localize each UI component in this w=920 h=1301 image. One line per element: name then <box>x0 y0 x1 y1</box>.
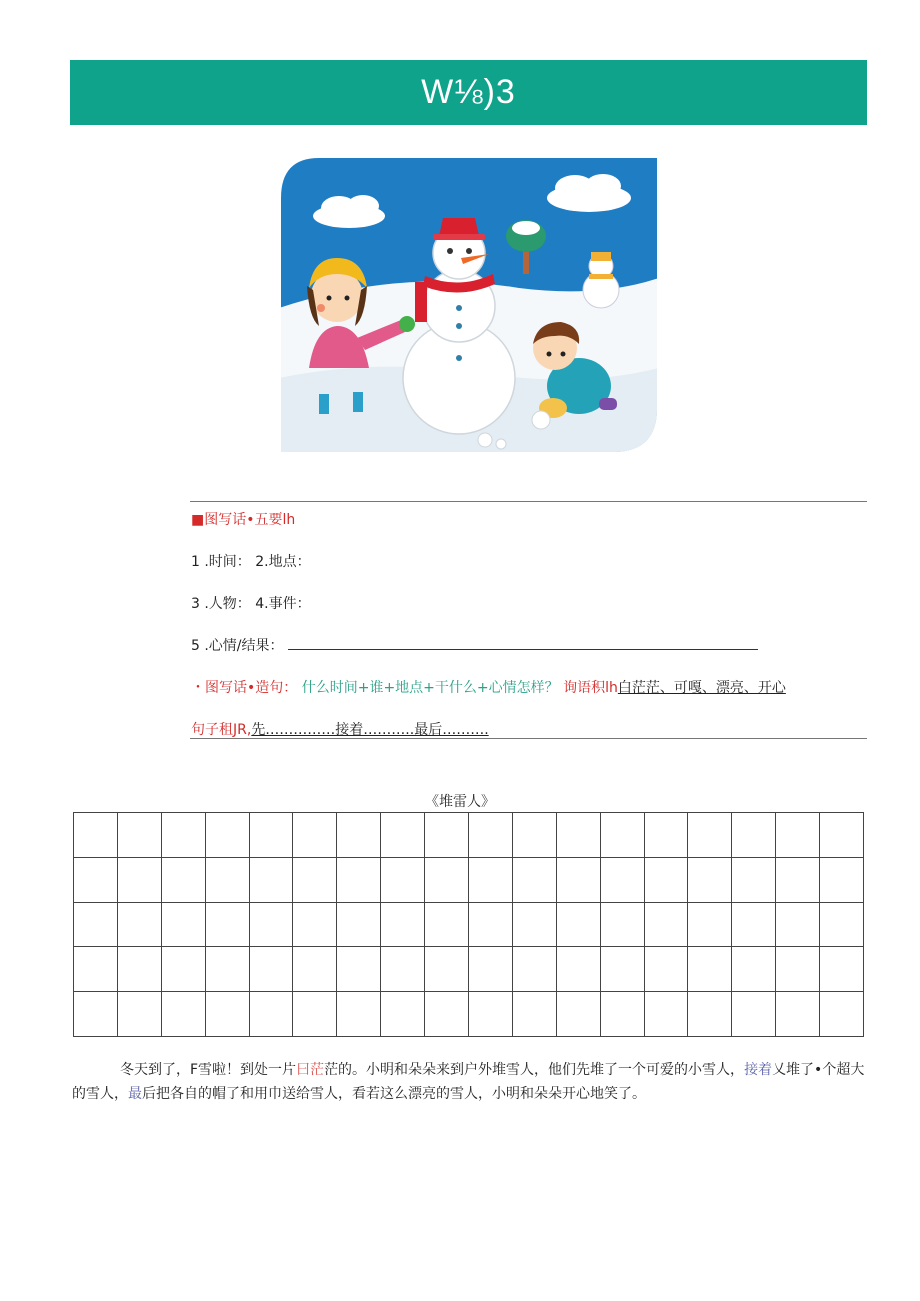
grid-cell <box>732 813 776 858</box>
essay-highlight-next: 接着 <box>744 1062 773 1078</box>
grid-cell <box>206 903 250 948</box>
grid-cell <box>645 992 689 1037</box>
grid-cell <box>118 992 162 1037</box>
grid-cell <box>732 903 776 948</box>
section-top-divider <box>190 501 867 502</box>
essay-part-1: 冬天到了，F雪啦！到处一片 <box>120 1062 297 1078</box>
grid-cell <box>513 858 557 903</box>
grid-cell <box>250 813 294 858</box>
grid-cell <box>162 992 206 1037</box>
grid-cell <box>118 858 162 903</box>
grid-cell <box>776 858 820 903</box>
grid-cell <box>513 903 557 948</box>
grid-cell <box>469 992 513 1037</box>
grid-cell <box>293 947 337 992</box>
grid-cell <box>74 947 118 992</box>
mood-answer-blank <box>288 637 758 650</box>
grid-cell <box>645 947 689 992</box>
grid-cell <box>74 992 118 1037</box>
grid-cell <box>425 992 469 1037</box>
grid-cell <box>820 947 864 992</box>
grid-cell <box>381 858 425 903</box>
grid-cell <box>776 947 820 992</box>
grid-cell <box>74 903 118 948</box>
grid-cell <box>337 903 381 948</box>
grid-cell <box>732 858 776 903</box>
grid-cell <box>250 858 294 903</box>
grid-cell <box>250 947 294 992</box>
grid-cell <box>688 813 732 858</box>
essay-part-4: 后把各自的帽了和用巾送给雪人，看若这么漂亮的雪人，小明和朵朵开心地笑了。 <box>142 1086 646 1102</box>
essay-part-2: 茫的。小明和朵朵来到户外堆雪人，他们先堆了一个可爱的小雪人， <box>324 1062 745 1078</box>
grid-cell <box>732 992 776 1037</box>
essay-highlight-red: 曰茫 <box>296 1062 325 1078</box>
snowman-illustration <box>279 158 659 454</box>
grid-cell <box>513 813 557 858</box>
grid-cell <box>293 813 337 858</box>
grid-cell <box>776 903 820 948</box>
five-elements-heading: ■图写话•五要lh <box>191 512 296 528</box>
page-title-bar <box>70 60 867 125</box>
element-mood-label: 5 .心情/结果： <box>191 638 284 654</box>
grid-cell <box>162 903 206 948</box>
grid-cell <box>776 813 820 858</box>
grid-cell <box>820 813 864 858</box>
grid-cell <box>337 858 381 903</box>
grid-cell <box>645 813 689 858</box>
pattern-label: 句子租JR, <box>191 722 252 738</box>
grid-cell <box>469 858 513 903</box>
grid-cell <box>469 947 513 992</box>
grid-cell <box>337 813 381 858</box>
grid-cell <box>250 903 294 948</box>
grid-cell <box>820 903 864 948</box>
sentence-pattern <box>191 719 489 739</box>
grid-cell <box>645 903 689 948</box>
grid-cell <box>250 992 294 1037</box>
grid-cell <box>337 992 381 1037</box>
grid-cell <box>688 992 732 1037</box>
essay-part-3: 乂堆了•个超大的雪人， <box>72 1062 865 1102</box>
grid-cell <box>601 858 645 903</box>
grid-cell <box>337 947 381 992</box>
element-people-event: 3 .人物： 4.事件： <box>191 596 311 612</box>
grid-cell <box>381 813 425 858</box>
grid-cell <box>557 947 601 992</box>
grid-cell <box>776 992 820 1037</box>
element-mood-result <box>191 635 758 655</box>
grid-cell <box>162 947 206 992</box>
writing-grid <box>73 812 864 1037</box>
grid-cell <box>381 992 425 1037</box>
sentence-formula: 什么时间+谁+地点+干什么+心情怎样？ <box>301 680 559 696</box>
grid-cell <box>293 992 337 1037</box>
grid-cell <box>425 947 469 992</box>
grid-cell <box>557 992 601 1037</box>
grid-cell <box>425 858 469 903</box>
grid-cell <box>293 858 337 903</box>
sentence-label: ・图写话•造句： <box>191 680 298 696</box>
grid-cell <box>206 813 250 858</box>
grid-cell <box>425 813 469 858</box>
grid-cell <box>601 903 645 948</box>
grid-cell <box>118 903 162 948</box>
grid-cell <box>601 813 645 858</box>
sentence-guide <box>191 677 786 697</box>
grid-cell <box>206 992 250 1037</box>
vocab-words: 白茫茫、可嘎、漂亮、开心 <box>617 680 786 696</box>
grid-cell <box>688 947 732 992</box>
vocab-label: 询语积lh <box>563 680 618 696</box>
grid-cell <box>513 947 557 992</box>
grid-cell <box>557 813 601 858</box>
essay-highlight-last: 最 <box>128 1086 142 1102</box>
grid-cell <box>162 858 206 903</box>
grid-cell <box>118 947 162 992</box>
section-bottom-divider <box>190 738 867 739</box>
grid-cell <box>820 992 864 1037</box>
grid-cell <box>601 992 645 1037</box>
grid-cell <box>513 992 557 1037</box>
grid-cell <box>162 813 206 858</box>
grid-cell <box>381 903 425 948</box>
grid-cell <box>732 947 776 992</box>
grid-cell <box>645 858 689 903</box>
page-title: W⅛)3 <box>421 73 516 111</box>
grid-cell <box>469 813 513 858</box>
grid-cell <box>688 903 732 948</box>
grid-cell <box>381 947 425 992</box>
grid-cell <box>557 903 601 948</box>
element-time-place: 1 .时间： 2.地点： <box>191 554 311 570</box>
grid-cell <box>820 858 864 903</box>
grid-cell <box>293 903 337 948</box>
grid-cell <box>557 858 601 903</box>
grid-cell <box>469 903 513 948</box>
essay-title: 《堆雷人》 <box>425 794 495 810</box>
grid-cell <box>74 813 118 858</box>
grid-cell <box>601 947 645 992</box>
grid-cell <box>206 947 250 992</box>
grid-cell <box>688 858 732 903</box>
grid-cell <box>118 813 162 858</box>
sample-essay <box>72 1058 867 1106</box>
pattern-text: 先……………接着………..最后………. <box>251 722 489 738</box>
grid-cell <box>425 903 469 948</box>
grid-cell <box>206 858 250 903</box>
grid-cell <box>74 858 118 903</box>
